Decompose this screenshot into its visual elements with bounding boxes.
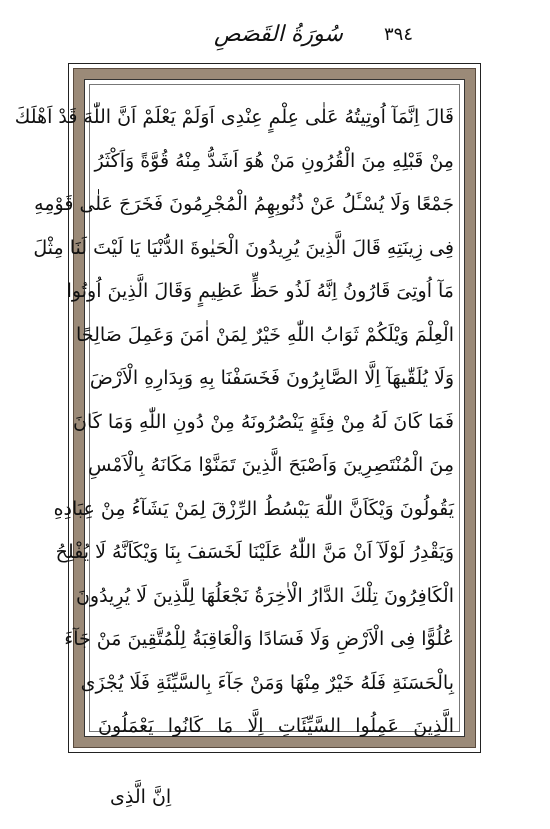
text-block: [14, 96, 454, 737]
text-line: فَمَا كَانَ لَهُ مِنْ فِئَةٍ يَنْصُرُونَهُ مِنْ دُونِ اللّٰهِ وَمَا كَانَ: [73, 410, 454, 433]
text-line: مِنْ قَبْلِهِ مِنَ الْقُرُونِ مَنْ هُوَ اَشَدُّ مِنْهُ قُوَّةً وَاَكْثَرُ: [94, 149, 454, 172]
text-line: وَلَا يُلَقّٰيهَآ اِلَّا الصَّابِرُونَ فَخَسَفْنَا بِهِ وَبِدَارِهِ الْاَرْضَ: [89, 367, 454, 389]
text-line: الْكَافِرُونَ تِلْكَ الدَّارُ الْاٰخِرَةُ نَجْعَلُهَا لِلَّذِينَ لَا يُرِيدُونَ: [75, 584, 454, 607]
text-line: وَيَقْدِرُ لَوْلَآ اَنْ مَنَّ اللّٰهُ عَلَيْنَا لَخَسَفَ بِنَا وَيْكَاَنَّهُ لَا يُفْلِحُ: [55, 541, 454, 563]
page-number: ٣٩٤: [384, 24, 414, 45]
text-line: بِالْحَسَنَةِ فَلَهُ خَيْرٌ مِنْهَا وَمَنْ جَآءَ بِالسَّيِّئَةِ فَلَا يُجْزَى: [80, 671, 454, 694]
text-line: فِى زِينَتِهِ قَالَ الَّذِينَ يُرِيدُونَ الْحَيٰوةَ الدُّنْيَا يَا لَيْتَ لَنَا مِثْلَ: [33, 236, 454, 259]
text-line: يَقُولُونَ وَيْكَاَنَّ اللّٰهَ يَبْسُطُ الرِّزْقَ لِمَنْ يَشَآءُ مِنْ عِبَادِهِ: [53, 497, 454, 520]
text-line: مَآ اُوتِىَ قَارُونُ اِنَّهُ لَذُو حَظٍّ عَظِيمٍ وَقَالَ الَّذِينَ اُوتُوا: [66, 280, 454, 302]
text-line: الَّذِينَ عَمِلُوا السَّيِّئَاتِ اِلَّا مَا كَانُوا يَعْمَلُونَ: [98, 715, 454, 737]
text-line: جَمْعًا وَلَا يُسْـَٔلُ عَنْ ذُنُوبِهِمُ الْمُجْرِمُونَ فَخَرَجَ عَلٰى قَوْمِهِ: [34, 193, 454, 215]
text-line: قَالَ اِنَّمَآ اُوتِيتُهُ عَلٰى عِلْمٍ عِنْدِى اَوَلَمْ يَعْلَمْ اَنَّ اللّٰهَ قَدْ اَهْلَكَ: [14, 106, 454, 128]
catchword: اِنَّ الَّذِى: [110, 786, 172, 808]
page-header: [0, 0, 550, 60]
text-line: عُلُوًّا فِى الْاَرْضِ وَلَا فَسَادًا وَالْعَاقِبَةُ لِلْمُتَّقِينَ مَنْ جَآءَ: [64, 628, 454, 650]
text-line: مِنَ الْمُنْتَصِرِينَ وَاَصْبَحَ الَّذِينَ تَمَنَّوْا مَكَانَهُ بِالْاَمْسِ: [88, 454, 454, 476]
surah-title: سُورَةُ القَصَصِ: [214, 22, 343, 47]
text-line: الْعِلْمَ وَيْلَكُمْ ثَوَابُ اللّٰهِ خَيْرٌ لِمَنْ اٰمَنَ وَعَمِلَ صَالِحًا: [76, 323, 454, 346]
